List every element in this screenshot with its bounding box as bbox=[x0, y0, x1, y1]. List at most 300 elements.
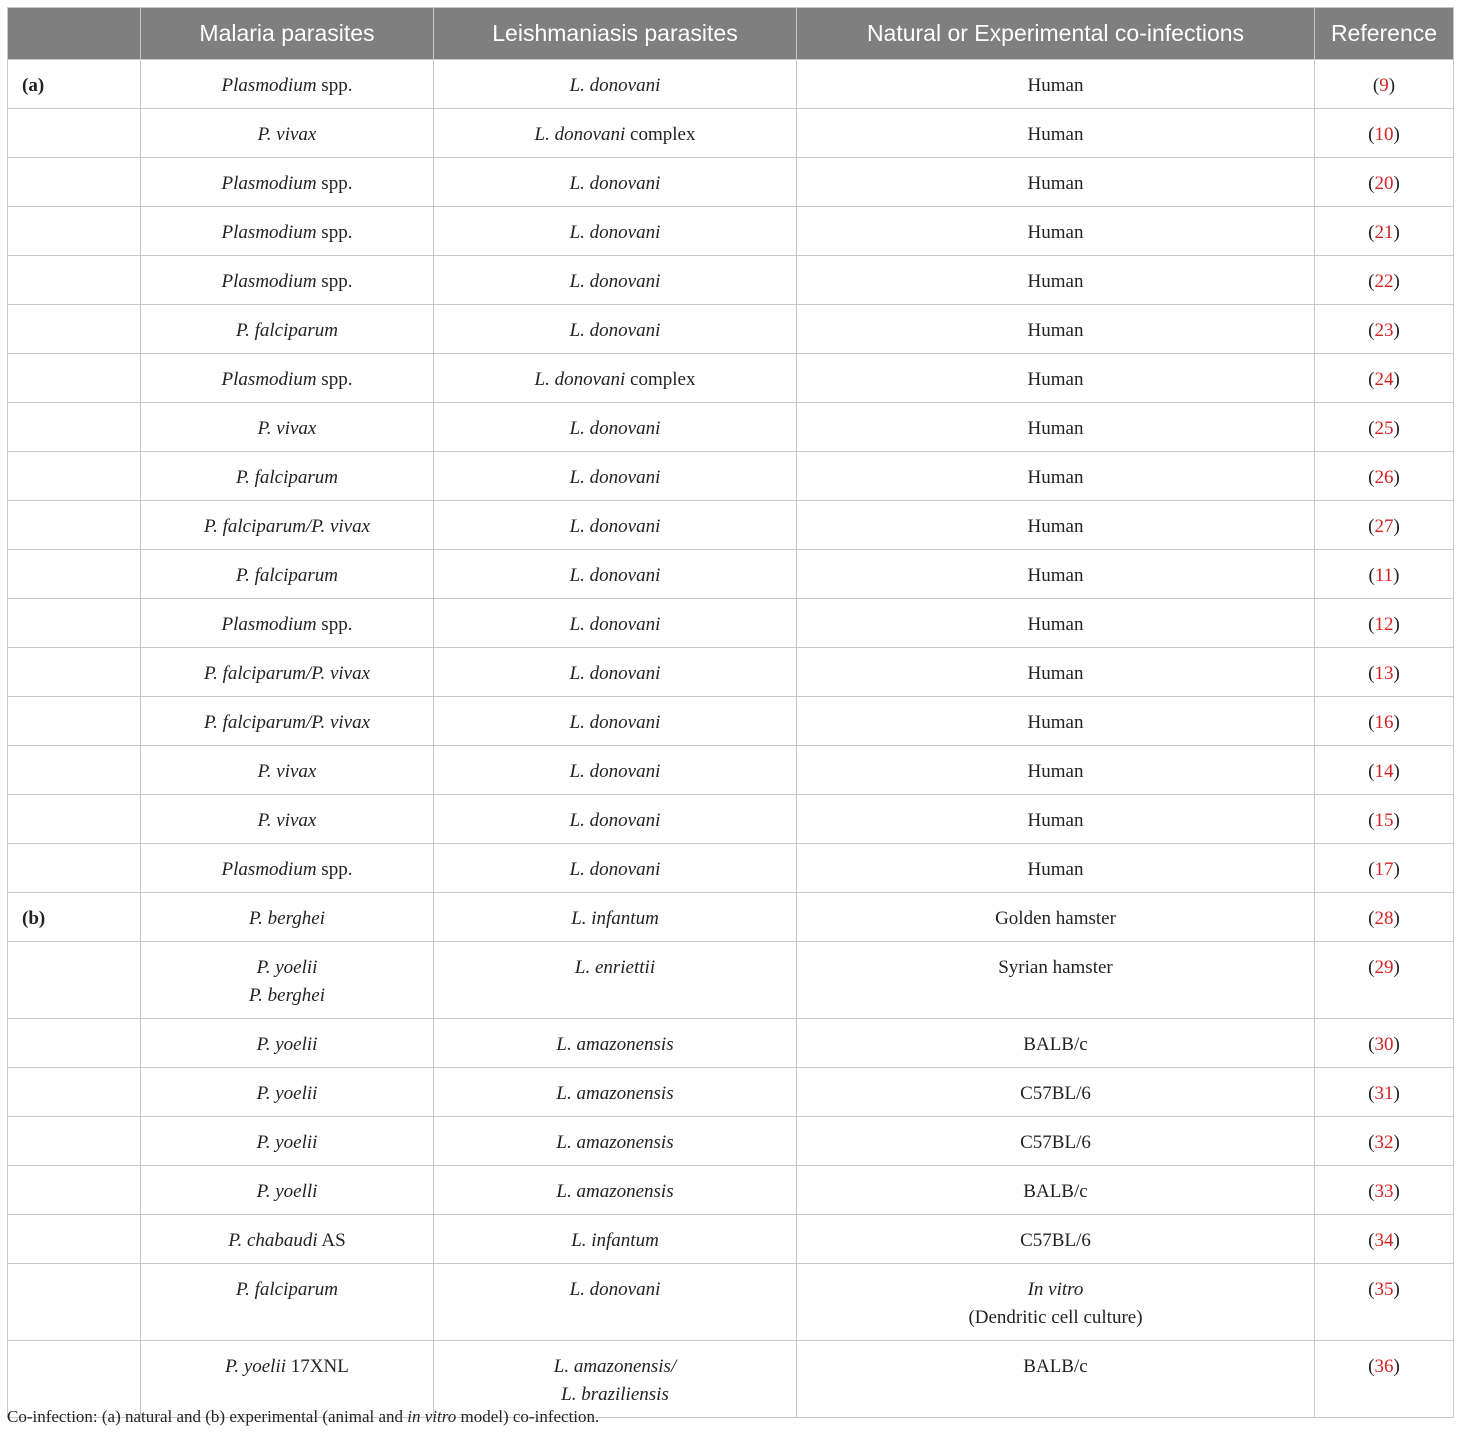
cell-line bbox=[805, 856, 1306, 884]
species-italic: P. berghei bbox=[249, 908, 325, 929]
table-row bbox=[8, 1215, 1454, 1264]
table-row bbox=[8, 795, 1454, 844]
cell-line bbox=[149, 415, 425, 443]
group-label-cell bbox=[8, 354, 141, 403]
species-italic: Plasmodium bbox=[221, 859, 317, 880]
cell-line bbox=[805, 415, 1306, 443]
ref-paren-open: ( bbox=[1368, 369, 1375, 390]
cell-line bbox=[805, 170, 1306, 198]
group-label-cell bbox=[8, 1215, 141, 1264]
species-plain: Human bbox=[1027, 75, 1084, 96]
ref-paren-close: ) bbox=[1393, 761, 1400, 782]
species-plain: spp. bbox=[316, 222, 353, 243]
species-plain: spp. bbox=[316, 271, 353, 292]
group-label-cell bbox=[8, 403, 141, 452]
species-plain: Human bbox=[1027, 859, 1084, 880]
group-label-cell: (b) bbox=[8, 893, 141, 942]
ref-paren-close: ) bbox=[1393, 1279, 1400, 1300]
table-row bbox=[8, 256, 1454, 305]
species-italic: P. yoelii bbox=[256, 1034, 318, 1055]
species-plain: Human bbox=[1027, 124, 1084, 145]
table-body bbox=[8, 60, 1454, 1418]
reference-link[interactable]: 30 bbox=[1374, 1034, 1394, 1055]
leishmaniasis-parasite-cell bbox=[434, 795, 797, 844]
cell-line bbox=[149, 1129, 425, 1157]
leishmaniasis-parasite-cell bbox=[434, 697, 797, 746]
reference-cell bbox=[1315, 550, 1454, 599]
species-italic: L. donovani bbox=[569, 271, 661, 292]
malaria-parasite-cell bbox=[141, 109, 434, 158]
reference-link[interactable]: 17 bbox=[1374, 859, 1394, 880]
ref-paren-close: ) bbox=[1393, 663, 1400, 684]
ref-paren-open: ( bbox=[1368, 320, 1375, 341]
table-row bbox=[8, 1166, 1454, 1215]
ref-paren-open: ( bbox=[1368, 614, 1375, 635]
group-label-cell bbox=[8, 158, 141, 207]
ref-paren-close: ) bbox=[1393, 1083, 1400, 1104]
ref-paren-open: ( bbox=[1368, 222, 1375, 243]
species-italic: P. vivax bbox=[257, 124, 317, 145]
cell-line bbox=[442, 1381, 788, 1409]
group-label-cell bbox=[8, 501, 141, 550]
footnote-suffix: model) co-infection. bbox=[456, 1407, 600, 1426]
table-row bbox=[8, 354, 1454, 403]
ref-paren-open: ( bbox=[1368, 1132, 1375, 1153]
species-plain: Human bbox=[1027, 173, 1084, 194]
ref-paren-open: ( bbox=[1368, 173, 1375, 194]
reference-cell bbox=[1315, 1019, 1454, 1068]
cell-line bbox=[149, 905, 425, 933]
species-plain: Human bbox=[1027, 418, 1084, 439]
header-group bbox=[8, 8, 141, 60]
coinfection-cell bbox=[797, 942, 1315, 1019]
coinfection-cell bbox=[797, 1264, 1315, 1341]
ref-paren-close: ) bbox=[1393, 173, 1400, 194]
group-label-cell bbox=[8, 795, 141, 844]
leishmaniasis-parasite-cell bbox=[434, 109, 797, 158]
reference-cell bbox=[1315, 746, 1454, 795]
species-italic: P. falciparum/P. vivax bbox=[203, 516, 371, 537]
reference-cell bbox=[1315, 354, 1454, 403]
cell-line bbox=[149, 1178, 425, 1206]
cell-line bbox=[442, 611, 788, 639]
species-italic: L. donovani bbox=[569, 1279, 661, 1300]
coinfection-cell bbox=[797, 60, 1315, 109]
cell-line bbox=[805, 1031, 1306, 1059]
ref-paren-open: ( bbox=[1368, 124, 1375, 145]
species-plain: BALB/c bbox=[1023, 1356, 1088, 1377]
cell-line bbox=[442, 72, 788, 100]
reference-link[interactable]: 12 bbox=[1374, 614, 1394, 635]
cell-line bbox=[805, 807, 1306, 835]
leishmaniasis-parasite-cell bbox=[434, 1215, 797, 1264]
ref-paren-close: ) bbox=[1388, 75, 1396, 96]
malaria-parasite-cell bbox=[141, 452, 434, 501]
cell-line bbox=[442, 709, 788, 737]
ref-paren-open: ( bbox=[1368, 663, 1375, 684]
coinfection-cell bbox=[797, 1215, 1315, 1264]
reference-link[interactable]: 15 bbox=[1374, 810, 1394, 831]
species-italic: L. donovani bbox=[569, 467, 661, 488]
species-italic: L. infantum bbox=[571, 1230, 659, 1251]
reference-link[interactable]: 24 bbox=[1374, 369, 1394, 390]
cell-line bbox=[442, 1080, 788, 1108]
reference-link[interactable]: 31 bbox=[1374, 1083, 1394, 1104]
species-italic: P. falciparum/P. vivax bbox=[203, 663, 371, 684]
coinfection-cell bbox=[797, 648, 1315, 697]
reference-cell bbox=[1315, 1166, 1454, 1215]
ref-paren-close: ) bbox=[1393, 516, 1400, 537]
cell-line bbox=[805, 219, 1306, 247]
cell-line bbox=[805, 1080, 1306, 1108]
footnote-italic: in vitro bbox=[407, 1407, 457, 1426]
leishmaniasis-parasite-cell bbox=[434, 305, 797, 354]
group-label-cell bbox=[8, 1166, 141, 1215]
coinfection-cell bbox=[797, 452, 1315, 501]
table-row bbox=[8, 746, 1454, 795]
species-italic: P. yoelii bbox=[225, 1356, 287, 1377]
species-plain: Human bbox=[1027, 222, 1084, 243]
species-plain: 17XNL bbox=[286, 1356, 349, 1377]
malaria-parasite-cell bbox=[141, 942, 434, 1019]
malaria-parasite-cell bbox=[141, 403, 434, 452]
cell-line bbox=[442, 905, 788, 933]
species-italic: L. donovani bbox=[569, 320, 661, 341]
leishmaniasis-parasite-cell bbox=[434, 1019, 797, 1068]
cell-line bbox=[442, 562, 788, 590]
species-plain: complex bbox=[625, 124, 696, 145]
table-footnote bbox=[7, 1407, 599, 1427]
cell-line bbox=[442, 856, 788, 884]
species-plain: Human bbox=[1027, 761, 1084, 782]
leishmaniasis-parasite-cell bbox=[434, 942, 797, 1019]
species-italic: P. berghei bbox=[249, 985, 325, 1006]
reference-link[interactable]: 22 bbox=[1374, 271, 1394, 292]
ref-paren-open: ( bbox=[1368, 859, 1375, 880]
species-italic: L. infantum bbox=[571, 908, 659, 929]
cell-line bbox=[149, 513, 425, 541]
table-row bbox=[8, 1264, 1454, 1341]
species-plain: Human bbox=[1027, 614, 1084, 635]
species-plain: Human bbox=[1027, 712, 1084, 733]
ref-paren-open: ( bbox=[1368, 957, 1375, 978]
malaria-parasite-cell bbox=[141, 746, 434, 795]
coinfection-cell bbox=[797, 1166, 1315, 1215]
ref-paren-open: ( bbox=[1368, 516, 1375, 537]
ref-paren-close: ) bbox=[1393, 1230, 1400, 1251]
ref-paren-open: ( bbox=[1368, 712, 1375, 733]
coinfection-cell bbox=[797, 599, 1315, 648]
cell-line bbox=[442, 268, 788, 296]
cell-line bbox=[149, 758, 425, 786]
table-row bbox=[8, 403, 1454, 452]
reference-link[interactable]: 35 bbox=[1374, 1279, 1394, 1300]
species-italic: L. donovani bbox=[569, 663, 661, 684]
cell-line bbox=[442, 1227, 788, 1255]
malaria-parasite-cell bbox=[141, 893, 434, 942]
group-label-cell bbox=[8, 648, 141, 697]
cell-line bbox=[149, 709, 425, 737]
species-plain: complex bbox=[625, 369, 696, 390]
reference-cell bbox=[1315, 501, 1454, 550]
cell-line bbox=[442, 464, 788, 492]
species-italic: L. amazonensis bbox=[556, 1181, 674, 1202]
table-row bbox=[8, 599, 1454, 648]
ref-paren-open: ( bbox=[1368, 810, 1375, 831]
species-italic: P. yoelii bbox=[256, 1083, 318, 1104]
coinfection-cell bbox=[797, 305, 1315, 354]
species-plain: Golden hamster bbox=[995, 908, 1116, 929]
header-coinfection-type: Natural or Experimental co-infections bbox=[797, 8, 1315, 60]
coinfection-cell bbox=[797, 158, 1315, 207]
ref-paren-close: ) bbox=[1393, 418, 1400, 439]
coinfection-cell bbox=[797, 795, 1315, 844]
species-italic: P. falciparum bbox=[235, 467, 339, 488]
cell-line bbox=[149, 268, 425, 296]
species-plain: Syrian hamster bbox=[998, 957, 1113, 978]
table-row bbox=[8, 550, 1454, 599]
group-label-cell bbox=[8, 942, 141, 1019]
species-italic: Plasmodium bbox=[221, 173, 317, 194]
ref-paren-close: ) bbox=[1393, 320, 1400, 341]
species-italic: L. donovani bbox=[569, 712, 661, 733]
ref-paren-open: ( bbox=[1368, 1034, 1375, 1055]
ref-paren-close: ) bbox=[1393, 908, 1400, 929]
species-italic: P. yoelli bbox=[256, 1181, 318, 1202]
ref-paren-open: ( bbox=[1368, 908, 1375, 929]
malaria-parasite-cell bbox=[141, 550, 434, 599]
leishmaniasis-parasite-cell bbox=[434, 1068, 797, 1117]
table-row bbox=[8, 844, 1454, 893]
species-italic: P. yoelii bbox=[256, 1132, 318, 1153]
group-label-cell bbox=[8, 1264, 141, 1341]
cell-line bbox=[442, 1178, 788, 1206]
table-row bbox=[8, 60, 1454, 109]
leishmaniasis-parasite-cell bbox=[434, 550, 797, 599]
group-label-cell: (a) bbox=[8, 60, 141, 109]
coinfection-cell bbox=[797, 1117, 1315, 1166]
reference-link[interactable]: 23 bbox=[1374, 320, 1394, 341]
reference-link[interactable]: 33 bbox=[1374, 1181, 1394, 1202]
leishmaniasis-parasite-cell bbox=[434, 844, 797, 893]
species-italic: In vitro bbox=[1027, 1279, 1084, 1300]
cell-line bbox=[149, 1276, 425, 1304]
cell-line bbox=[805, 72, 1306, 100]
cell-line bbox=[805, 1353, 1306, 1381]
malaria-parasite-cell bbox=[141, 501, 434, 550]
reference-link[interactable]: 32 bbox=[1374, 1132, 1394, 1153]
ref-paren-close: ) bbox=[1393, 467, 1400, 488]
malaria-parasite-cell bbox=[141, 1019, 434, 1068]
species-italic: P. falciparum bbox=[235, 320, 339, 341]
cell-line bbox=[149, 1227, 425, 1255]
reference-link[interactable]: 34 bbox=[1374, 1230, 1394, 1251]
species-italic: L. donovani bbox=[569, 418, 661, 439]
reference-link[interactable]: 14 bbox=[1374, 761, 1394, 782]
species-italic: L. donovani bbox=[569, 516, 661, 537]
leishmaniasis-parasite-cell bbox=[434, 1341, 797, 1418]
cell-line bbox=[805, 1227, 1306, 1255]
species-italic: L. donovani bbox=[569, 75, 661, 96]
reference-cell bbox=[1315, 109, 1454, 158]
table-row bbox=[8, 1117, 1454, 1166]
species-italic: L. enriettii bbox=[574, 957, 656, 978]
ref-paren-close: ) bbox=[1393, 369, 1400, 390]
leishmaniasis-parasite-cell bbox=[434, 1166, 797, 1215]
species-italic: P. falciparum bbox=[235, 1279, 339, 1300]
reference-cell bbox=[1315, 1215, 1454, 1264]
leishmaniasis-parasite-cell bbox=[434, 158, 797, 207]
malaria-parasite-cell bbox=[141, 354, 434, 403]
reference-link[interactable]: 13 bbox=[1374, 663, 1394, 684]
reference-cell bbox=[1315, 452, 1454, 501]
species-italic: L. donovani bbox=[569, 859, 661, 880]
malaria-parasite-cell bbox=[141, 256, 434, 305]
species-italic: Plasmodium bbox=[221, 614, 317, 635]
table-row bbox=[8, 158, 1454, 207]
species-plain: spp. bbox=[316, 614, 353, 635]
leishmaniasis-parasite-cell bbox=[434, 452, 797, 501]
reference-cell bbox=[1315, 1068, 1454, 1117]
cell-line bbox=[805, 1276, 1306, 1304]
species-italic: P. yoelii bbox=[256, 957, 318, 978]
cell-line bbox=[805, 1178, 1306, 1206]
reference-link[interactable]: 28 bbox=[1374, 908, 1394, 929]
group-label-cell bbox=[8, 109, 141, 158]
leishmaniasis-parasite-cell bbox=[434, 60, 797, 109]
ref-paren-open: ( bbox=[1368, 1230, 1375, 1251]
reference-cell bbox=[1315, 942, 1454, 1019]
cell-line bbox=[442, 660, 788, 688]
table-row bbox=[8, 305, 1454, 354]
table-row bbox=[8, 648, 1454, 697]
reference-cell bbox=[1315, 1117, 1454, 1166]
cell-line bbox=[805, 954, 1306, 982]
group-label-cell bbox=[8, 746, 141, 795]
cell-line bbox=[149, 170, 425, 198]
cell-line bbox=[442, 170, 788, 198]
coinfection-cell bbox=[797, 403, 1315, 452]
reference-link[interactable]: 25 bbox=[1374, 418, 1394, 439]
ref-paren-open: ( bbox=[1368, 1279, 1375, 1300]
header-leishmaniasis-parasites: Leishmaniasis parasites bbox=[434, 8, 797, 60]
cell-line bbox=[805, 905, 1306, 933]
leishmaniasis-parasite-cell bbox=[434, 354, 797, 403]
cell-line bbox=[149, 1353, 425, 1381]
reference-link[interactable]: 26 bbox=[1374, 467, 1394, 488]
cell-line bbox=[442, 1129, 788, 1157]
cell-line bbox=[805, 1304, 1306, 1332]
ref-paren-close: ) bbox=[1393, 957, 1400, 978]
reference-link[interactable]: 10 bbox=[1374, 124, 1394, 145]
coinfection-cell bbox=[797, 501, 1315, 550]
coinfection-table bbox=[7, 7, 1454, 1418]
group-label-cell bbox=[8, 1068, 141, 1117]
reference-cell bbox=[1315, 158, 1454, 207]
cell-line bbox=[149, 807, 425, 835]
cell-line bbox=[805, 1129, 1306, 1157]
species-plain: BALB/c bbox=[1023, 1034, 1088, 1055]
ref-paren-close: ) bbox=[1393, 1356, 1400, 1377]
species-plain: Human bbox=[1027, 271, 1084, 292]
ref-paren-close: ) bbox=[1393, 810, 1400, 831]
ref-paren-close: ) bbox=[1393, 1132, 1400, 1153]
malaria-parasite-cell bbox=[141, 599, 434, 648]
ref-paren-close: ) bbox=[1393, 712, 1400, 733]
cell-line bbox=[442, 1353, 788, 1381]
reference-link[interactable]: 20 bbox=[1374, 173, 1394, 194]
coinfection-cell bbox=[797, 550, 1315, 599]
reference-cell bbox=[1315, 599, 1454, 648]
table-row bbox=[8, 1341, 1454, 1418]
coinfection-cell bbox=[797, 1341, 1315, 1418]
cell-line bbox=[805, 464, 1306, 492]
reference-link[interactable]: 29 bbox=[1374, 957, 1394, 978]
leishmaniasis-parasite-cell bbox=[434, 599, 797, 648]
cell-line bbox=[149, 317, 425, 345]
header-row bbox=[8, 8, 1454, 60]
reference-link[interactable]: 27 bbox=[1374, 516, 1394, 537]
species-plain: C57BL/6 bbox=[1020, 1083, 1091, 1104]
reference-link[interactable]: 21 bbox=[1374, 222, 1394, 243]
coinfection-cell bbox=[797, 109, 1315, 158]
species-italic: L. donovani bbox=[569, 173, 661, 194]
cell-line bbox=[149, 982, 425, 1010]
species-plain: spp. bbox=[316, 859, 353, 880]
species-italic: P. chabaudi bbox=[228, 1230, 318, 1251]
ref-paren-open: ( bbox=[1368, 1356, 1375, 1377]
cell-line bbox=[149, 611, 425, 639]
reference-cell bbox=[1315, 844, 1454, 893]
cell-line bbox=[442, 954, 788, 982]
species-plain: Human bbox=[1027, 810, 1084, 831]
table-row bbox=[8, 697, 1454, 746]
malaria-parasite-cell bbox=[141, 1117, 434, 1166]
leishmaniasis-parasite-cell bbox=[434, 256, 797, 305]
cell-line bbox=[442, 415, 788, 443]
reference-link[interactable]: 16 bbox=[1374, 712, 1394, 733]
species-plain: Human bbox=[1027, 369, 1084, 390]
species-italic: L. donovani bbox=[534, 124, 626, 145]
cell-line bbox=[805, 513, 1306, 541]
cell-line bbox=[149, 1080, 425, 1108]
reference-link[interactable]: 9 bbox=[1379, 75, 1389, 96]
cell-line bbox=[442, 219, 788, 247]
species-italic: P. vivax bbox=[257, 761, 317, 782]
reference-cell bbox=[1315, 893, 1454, 942]
malaria-parasite-cell bbox=[141, 207, 434, 256]
cell-line bbox=[149, 121, 425, 149]
reference-cell bbox=[1315, 403, 1454, 452]
reference-link[interactable]: 36 bbox=[1374, 1356, 1394, 1377]
cell-line bbox=[149, 562, 425, 590]
coinfection-cell bbox=[797, 256, 1315, 305]
leishmaniasis-parasite-cell bbox=[434, 501, 797, 550]
cell-line bbox=[805, 611, 1306, 639]
group-label-cell bbox=[8, 697, 141, 746]
reference-cell bbox=[1315, 256, 1454, 305]
species-plain: C57BL/6 bbox=[1020, 1132, 1091, 1153]
cell-line bbox=[442, 121, 788, 149]
reference-link[interactable]: 11 bbox=[1374, 565, 1394, 586]
ref-paren-close: ) bbox=[1393, 124, 1400, 145]
group-label-cell bbox=[8, 1341, 141, 1418]
species-plain: spp. bbox=[316, 173, 353, 194]
group-label-cell bbox=[8, 1019, 141, 1068]
cell-line bbox=[805, 660, 1306, 688]
cell-line bbox=[805, 709, 1306, 737]
species-italic: L. donovani bbox=[569, 810, 661, 831]
